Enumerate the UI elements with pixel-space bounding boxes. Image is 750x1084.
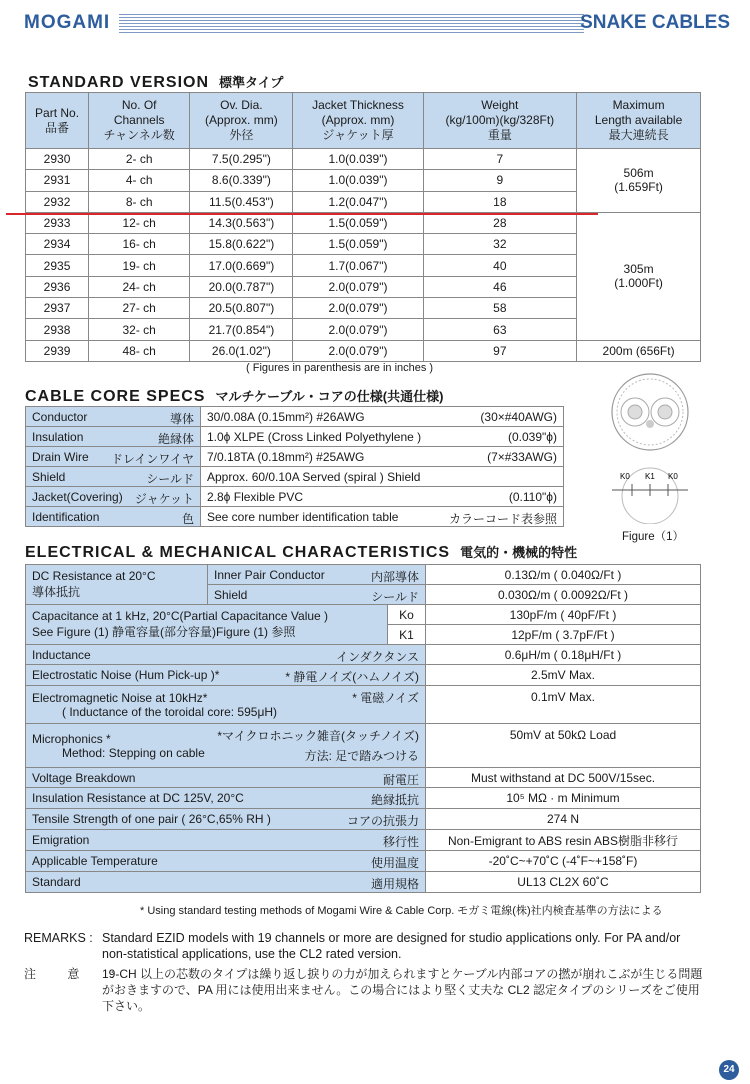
sub-label — [208, 585, 426, 605]
column-header-line: (Approx. mm) — [205, 113, 278, 127]
spec-value: 10⁵ MΩ · m Minimum — [426, 788, 701, 809]
spec-value: 0.13Ω/m ( 0.040Ω/Ft ) — [426, 565, 701, 585]
table-cell: 26.0(1.02") — [190, 340, 293, 361]
core-value — [201, 507, 564, 527]
label-jp: 絶縁体 — [157, 432, 194, 446]
table-cell: 2- ch — [89, 149, 190, 170]
column-header-line: Part No. — [35, 105, 80, 120]
spec-label — [26, 851, 426, 872]
column-header — [190, 93, 293, 149]
spec-label — [26, 686, 426, 724]
caution-label: 注 意 : — [24, 967, 129, 981]
column-header-line: Channels — [113, 113, 165, 127]
figure-caption: Figure（1） — [622, 531, 684, 543]
table-cell: 2.0(0.079") — [293, 276, 423, 297]
label-jp: 絶縁抵抗 — [370, 793, 419, 807]
table-cell: 24- ch — [89, 276, 190, 297]
max-length-text: (1.659Ft) — [614, 180, 663, 195]
label-en: Emigration — [32, 833, 90, 847]
table-row — [26, 872, 701, 893]
test-method-note: * Using standard testing methods of Mogami Wire & Cable Corp. モガミ電線(株)社内検査基準の方法による — [140, 905, 663, 917]
table-cell: 20.5(0.807") — [190, 298, 293, 319]
section-title-elec: ELECTRICAL & MECHANICAL CHARACTERISTICS 電気的・機械的特性 — [25, 544, 578, 561]
core-value — [201, 407, 564, 427]
table-cell: 2934 — [26, 234, 89, 255]
spec-value: 274 N — [426, 809, 701, 830]
spec-label — [26, 605, 388, 645]
label-en-sub: ( Inductance of the toroidal core: 595μH) — [62, 704, 278, 719]
table-cell: 4- ch — [89, 170, 190, 191]
label-jp: シールド — [146, 472, 194, 486]
value-note: (0.110"ϕ) — [508, 490, 557, 504]
table-cell: 14.3(0.563") — [190, 212, 293, 233]
table-cell: 8- ch — [89, 191, 190, 212]
label-en: Standard — [32, 875, 81, 889]
remarks — [24, 930, 704, 962]
fig-label: K0 — [620, 472, 630, 481]
core-label — [26, 427, 201, 447]
section-title-standard: STANDARD VERSION 標準タイプ — [28, 74, 284, 91]
section-title-core: CABLE CORE SPECS マルチケーブル・コアの仕様(共通仕様) — [25, 388, 444, 405]
table-cell: 1.0(0.039") — [293, 149, 423, 170]
table-cell: 9 — [423, 170, 577, 191]
core-label — [26, 487, 201, 507]
spec-label — [26, 665, 426, 686]
spec-value: 0.030Ω/m ( 0.0092Ω/Ft ) — [426, 585, 701, 605]
fig-label: K1 — [645, 472, 655, 481]
spec-label — [26, 809, 426, 830]
column-header-line: Ov. Dia. — [220, 98, 263, 112]
spec-value: 130pF/m ( 40pF/Ft ) — [426, 605, 701, 625]
table-row — [26, 427, 564, 447]
max-length-cell — [577, 149, 701, 213]
spec-value: 12pF/m ( 3.7pF/Ft ) — [426, 625, 701, 645]
spec-value: -20˚C~+70˚C (-4˚F~+158˚F) — [426, 851, 701, 872]
core-specs-table — [25, 406, 564, 527]
column-header-line: Maximum — [612, 98, 665, 112]
column-header-line: No. Of — [121, 98, 157, 112]
spec-label — [26, 565, 208, 605]
label-en: Microphonics * — [32, 731, 111, 746]
label-jp: 導体抵抗 — [32, 585, 81, 599]
column-header-line: 最大連続長 — [608, 128, 669, 142]
column-header-line: Length available — [594, 113, 683, 127]
table-cell: 63 — [423, 319, 577, 340]
table-row — [26, 686, 701, 724]
core-label — [26, 507, 201, 527]
remarks-text: Standard EZID models with 19 channels or more are designed for studio applications only. For PA and/or non-statistical applications, use the CL2 rated version. — [102, 931, 681, 961]
table-cell: 2.0(0.079") — [293, 319, 423, 340]
spec-value: Must withstand at DC 500V/15sec. — [426, 768, 701, 788]
value-note: (7×#33AWG) — [487, 450, 557, 464]
label-jp: * 静電ノイズ(ハムノイズ) — [285, 670, 419, 684]
table-cell: 12- ch — [89, 212, 190, 233]
table-cell: 11.5(0.453") — [190, 191, 293, 212]
core-label — [26, 407, 201, 427]
figure-1 — [604, 372, 696, 542]
caution-text: 19-CH 以上の芯数のタイプは繰り返し捩りの力が加えられますとケーブル内部コアの撚が崩れこぶが生じる問題がおきますので、PA 用には使用出来ません。この場合にはより堅く丈夫な CL2 認定タイプのシリーズをご使用下さい。 — [102, 967, 703, 1013]
table-cell: 7.5(0.295") — [190, 149, 293, 170]
core-label — [26, 447, 201, 467]
table-row — [26, 467, 564, 487]
label-jp: ドレインワイヤ — [110, 452, 194, 466]
table-row — [26, 407, 564, 427]
cap-key: Ko — [388, 605, 426, 625]
label-en: Inductance — [32, 647, 91, 662]
core-label — [26, 467, 201, 487]
highlight-line — [6, 213, 598, 215]
value-text: See core number identification table — [207, 509, 399, 524]
table-row — [26, 212, 701, 233]
table-cell: 1.0(0.039") — [293, 170, 423, 191]
spec-label — [26, 830, 426, 851]
table-cell: 32- ch — [89, 319, 190, 340]
value-text: 1.0ϕ XLPE (Cross Linked Polyethylene ) — [207, 429, 422, 444]
table-cell: 97 — [423, 340, 577, 361]
column-header-line: 品番 — [45, 120, 70, 135]
cap-key: K1 — [388, 625, 426, 645]
table-row — [26, 851, 701, 872]
max-length-text: 506m — [623, 166, 654, 181]
sub-en: Shield — [214, 587, 248, 602]
core-value — [201, 447, 564, 467]
label-en: Insulation — [32, 429, 84, 444]
table-cell: 16- ch — [89, 234, 190, 255]
remarks-label: REMARKS : — [24, 931, 93, 945]
table-cell: 2930 — [26, 149, 89, 170]
spec-value: 0.6μH/m ( 0.18μH/Ft ) — [426, 645, 701, 665]
label-en: Drain Wire — [32, 449, 89, 464]
max-length-text: 305m — [623, 262, 654, 277]
table-cell: 2932 — [26, 191, 89, 212]
cable-cross-section-icon — [604, 372, 696, 524]
core-value — [201, 427, 564, 447]
label-jp: コアの抗張力 — [346, 814, 419, 828]
table-row — [26, 665, 701, 686]
standard-note: ( Figures in parenthesis are in inches ) — [246, 362, 434, 374]
spec-value: UL13 CL2X 60˚C — [426, 872, 701, 893]
label-jp: 使用温度 — [370, 856, 419, 870]
sub-label — [208, 565, 426, 585]
table-cell: 2936 — [26, 276, 89, 297]
spec-value: 2.5mV Max. — [426, 665, 701, 686]
label-en: Applicable Temperature — [32, 854, 158, 868]
label-en: Shield — [32, 469, 66, 484]
table-cell: 21.7(0.854") — [190, 319, 293, 340]
label-jp: 移行性 — [382, 835, 419, 849]
max-length-text: (1.000Ft) — [614, 276, 663, 291]
label-jp-sub: 方法: 足で踏みつける — [304, 749, 419, 763]
table-cell: 17.0(0.669") — [190, 255, 293, 276]
table-cell: 28 — [423, 212, 577, 233]
sub-jp: 内部導体 — [370, 570, 419, 584]
max-length-cell: 200m (656Ft) — [577, 340, 701, 361]
label-en: Tensile Strength of one pair ( 26°C,65% RH ) — [32, 812, 271, 826]
table-row — [26, 340, 701, 361]
table-cell: 20.0(0.787") — [190, 276, 293, 297]
spec-value: Non-Emigrant to ABS resin ABS樹脂非移行 — [426, 830, 701, 851]
spec-value: 50mV at 50kΩ Load — [426, 724, 701, 768]
column-header-line: 重量 — [487, 128, 512, 142]
column-header — [89, 93, 190, 149]
page-header — [24, 10, 730, 38]
table-row — [26, 447, 564, 467]
label-jp: 耐電圧 — [382, 773, 419, 787]
table-row — [26, 565, 701, 585]
column-header-line: 外径 — [229, 128, 254, 142]
label-jp: 適用規格 — [370, 877, 419, 891]
spec-label — [26, 724, 426, 768]
spec-label — [26, 872, 426, 893]
table-cell: 1.5(0.059") — [293, 234, 423, 255]
table-row — [26, 724, 701, 768]
table-cell: 2935 — [26, 255, 89, 276]
table-cell: 7 — [423, 149, 577, 170]
column-header-line: Jacket Thickness — [312, 98, 404, 112]
table-cell: 1.7(0.067") — [293, 255, 423, 276]
spec-label — [26, 788, 426, 809]
table-row — [26, 768, 701, 788]
table-cell: 2931 — [26, 170, 89, 191]
table-row — [26, 645, 701, 665]
table-cell: 2.0(0.079") — [293, 298, 423, 319]
label-en: Insulation Resistance at DC 125V, 20°C — [32, 791, 244, 805]
header-rule — [119, 14, 584, 34]
table-row — [26, 149, 701, 170]
column-header — [293, 93, 423, 149]
label-en: Capacitance at 1 kHz, 20°C(Partial Capacitance Value ) — [32, 609, 329, 623]
sub-jp: シールド — [371, 590, 419, 604]
value-note: カラーコード表参照 — [448, 512, 557, 526]
label-en: Conductor — [32, 409, 88, 424]
table-cell: 48- ch — [89, 340, 190, 361]
label-en-sub: Method: Stepping on cable — [62, 745, 205, 760]
column-header-line: ジャケット厚 — [322, 128, 394, 142]
table-cell: 1.2(0.047") — [293, 191, 423, 212]
table-cell: 19- ch — [89, 255, 190, 276]
table-row — [26, 487, 564, 507]
value-text: 30/0.08A (0.15mm²) #26AWG — [207, 409, 365, 424]
label-jp: 導体 — [169, 412, 194, 426]
label-en: Electromagnetic Noise at 10kHz* — [32, 690, 208, 705]
value-text: 7/0.18TA (0.18mm²) #25AWG — [207, 449, 365, 464]
label-en: Electrostatic Noise (Hum Pick-up )* — [32, 668, 220, 682]
column-header — [577, 93, 701, 149]
table-row — [26, 788, 701, 809]
table-cell: 46 — [423, 276, 577, 297]
column-header-line: (Approx. mm) — [321, 113, 395, 127]
table-cell: 15.8(0.622") — [190, 234, 293, 255]
label-jp: ジャケット — [134, 492, 194, 506]
value-note: (30×#40AWG) — [480, 410, 557, 424]
label-en-sub: See Figure (1) 静電容量(部分容量)Figure (1) 参照 — [32, 625, 296, 639]
table-cell: 2933 — [26, 212, 89, 233]
core-value — [201, 487, 564, 507]
table-cell: 2939 — [26, 340, 89, 361]
column-header — [423, 93, 577, 149]
table-cell: 32 — [423, 234, 577, 255]
column-header-line: チャンネル数 — [103, 128, 175, 142]
table-row — [26, 809, 701, 830]
spec-label — [26, 768, 426, 788]
value-note: (0.039"ϕ) — [507, 430, 557, 444]
label-en: DC Resistance at 20°C — [32, 569, 156, 583]
sub-en: Inner Pair Conductor — [214, 567, 325, 582]
table-cell: 8.6(0.339") — [190, 170, 293, 191]
column-header-line: Weight — [481, 98, 519, 112]
label-jp: インダクタンス — [336, 650, 419, 664]
table-cell: 1.5(0.059") — [293, 212, 423, 233]
value-text: 2.8ϕ Flexible PVC — [207, 489, 304, 504]
label-en: Identification — [32, 509, 100, 524]
column-header-line: (kg/100m)(kg/328Ft) — [445, 113, 555, 127]
label-jp: 色 — [181, 512, 194, 526]
table-cell: 58 — [423, 298, 577, 319]
table-cell: 2937 — [26, 298, 89, 319]
spec-label — [26, 645, 426, 665]
max-length-cell — [577, 212, 701, 340]
label-en: Jacket(Covering) — [32, 489, 123, 504]
page-number: 24 — [719, 1060, 739, 1080]
column-header — [26, 93, 89, 149]
electrical-table — [25, 564, 701, 893]
standard-table — [25, 92, 701, 362]
table-row — [26, 830, 701, 851]
table-row — [26, 605, 701, 625]
table-cell: 27- ch — [89, 298, 190, 319]
label-jp: *マイクロホニック雑音(タッチノイズ) — [217, 729, 419, 743]
fig-label: K0 — [668, 472, 678, 481]
table-cell: 40 — [423, 255, 577, 276]
label-en: Voltage Breakdown — [32, 770, 136, 785]
core-value — [201, 467, 564, 487]
table-cell: 18 — [423, 191, 577, 212]
table-cell: 2938 — [26, 319, 89, 340]
series-title: SNAKE CABLES — [580, 12, 730, 33]
value-text: Approx. 60/0.10A Served (spiral ) Shield — [207, 469, 421, 484]
table-row — [26, 507, 564, 527]
spec-value: 0.1mV Max. — [426, 686, 701, 724]
label-jp: * 電磁ノイズ — [352, 691, 419, 705]
caution — [24, 966, 704, 1014]
table-cell: 2.0(0.079") — [293, 340, 423, 361]
brand-logo: MOGAMI — [24, 12, 111, 33]
